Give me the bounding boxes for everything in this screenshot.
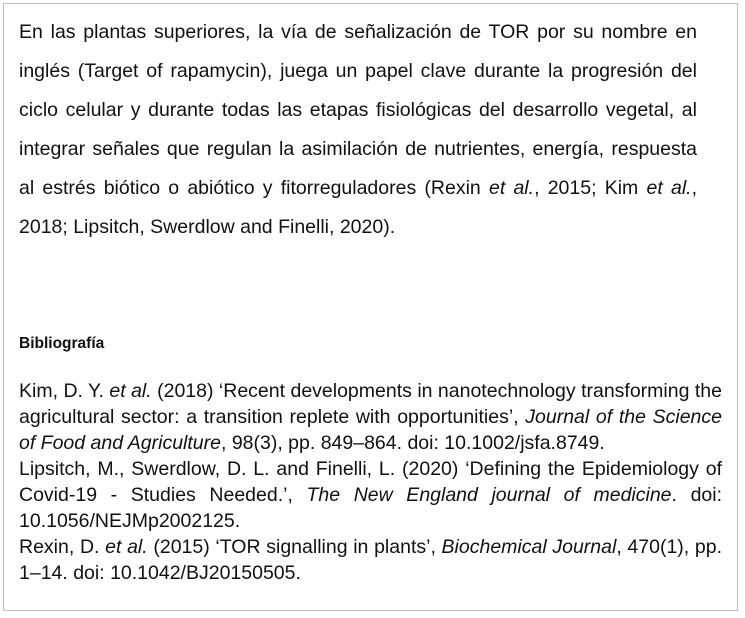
paragraph-text: En las plantas superiores, la vía de señalización de TOR por su nombre en inglés (Target of rapamycin), juega un papel clave durante la progresión del ciclo celular y durante todas las etapas fisiológicas del desarrollo vegetal, al integrar señales que regulan la asimilación de nutrientes, energía, respuesta al estrés biótico o abiótico y fitorreguladores (Rexin [19,21,697,199]
et-al-italic: et al. [488,177,535,199]
document-frame [3,3,738,611]
paragraph-text: , 2018; Lipsitch, Swerdlow and Finelli, 2020). [19,177,697,238]
et-al-italic: et al. [105,536,148,558]
paragraph-text: , 2015; Kim [534,177,647,199]
reference-text: (2015) ‘TOR signalling in plants’, [147,536,442,558]
journal-title: Biochemical Journal [441,536,617,558]
body-paragraph [19,13,697,247]
reference-lipsitch-2020 [19,456,722,534]
et-al-italic: et al. [109,380,152,402]
reference-text: Rexin, D. [19,536,106,558]
journal-title: Journal of the Science of Food and Agriculture [19,406,722,454]
reference-text: , 470(1), pp. 1–14. doi: 10.1042/BJ20150505. [19,536,722,584]
reference-text: (2018) ‘Recent developments in nanotechnology transforming the agricultural sector: a transition replete with opportunities’, [19,380,722,428]
reference-list [19,378,722,586]
journal-title: The New England journal of medicine [306,484,672,506]
et-al-italic: et al. [646,177,692,199]
reference-text: Kim, D. Y. [19,380,110,402]
reference-text: Lipsitch, M., Swerdlow, D. L. and Finelli, L. (2020) ‘Defining the Epidemiology of Covid-19 - Studies Needed.’, [19,458,722,506]
bibliography-heading: Bibliografía [19,335,105,352]
reference-kim-2018 [19,378,722,456]
reference-text: , 98(3), pp. 849–864. doi: 10.1002/jsfa.8749. [220,432,605,454]
reference-rexin-2015 [19,534,722,586]
reference-text: . doi: 10.1056/NEJMp2002125. [19,484,723,532]
